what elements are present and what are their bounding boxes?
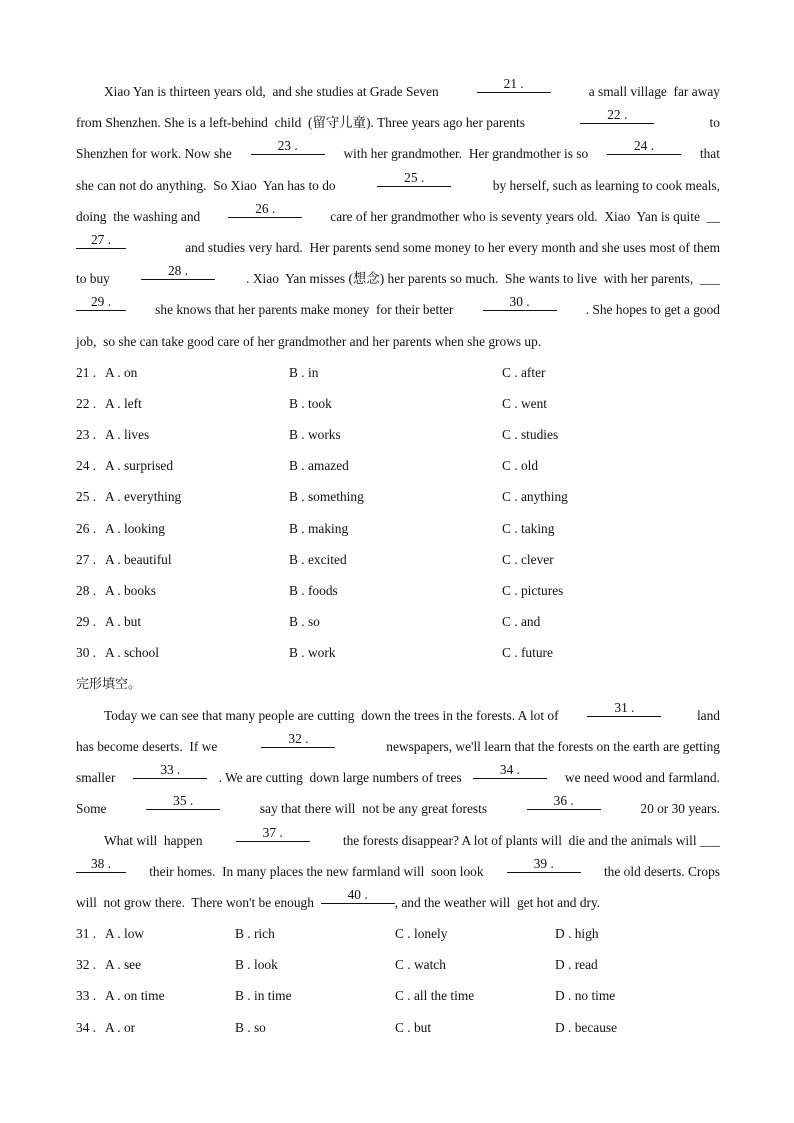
passage-text: , and the weather will get hot and dry. xyxy=(394,894,601,910)
answer-blank[interactable]: 30 . xyxy=(483,294,557,311)
answer-blank[interactable]: 39 . xyxy=(507,856,581,873)
answer-blank[interactable]: 29 . xyxy=(76,294,126,311)
question-number: 25 . xyxy=(76,489,97,505)
option-b[interactable]: B . something xyxy=(289,489,364,505)
option-b[interactable]: B . works xyxy=(289,427,341,443)
answer-blank[interactable]: 25 . xyxy=(377,170,451,187)
passage-text: to buy xyxy=(76,271,117,287)
option-c[interactable]: C . all the time xyxy=(395,988,475,1004)
passage-text: What will happen xyxy=(104,832,210,848)
passage-text: Xiao Yan is thirteen years old, and she studies at Grade Seven xyxy=(104,84,446,99)
option-a[interactable]: A . low xyxy=(105,926,145,942)
option-b[interactable]: B . took xyxy=(289,395,332,411)
option-c[interactable]: C . watch xyxy=(395,957,446,973)
passage-line xyxy=(76,825,720,856)
passage-text: job, so she can take good care of her grandmother and her parents when she grows up. xyxy=(76,333,542,349)
passage-text: has become deserts. If we xyxy=(76,738,218,754)
option-b[interactable]: B . work xyxy=(289,645,336,661)
option-b[interactable]: B . making xyxy=(289,520,349,536)
passage-line xyxy=(76,762,720,793)
answer-blank[interactable]: 37 . xyxy=(236,825,310,842)
question-number: 26 . xyxy=(76,520,97,536)
passage-text: smaller xyxy=(76,770,123,786)
passage-text: that xyxy=(693,146,720,162)
option-c[interactable]: C . lonely xyxy=(395,926,448,942)
question-number: 34 . xyxy=(76,1019,97,1035)
passage-text: the old deserts. Crops xyxy=(597,863,720,879)
passage-text: Some xyxy=(76,801,114,817)
answer-blank[interactable]: 23 . xyxy=(251,138,325,155)
option-b[interactable]: B . so xyxy=(289,614,320,630)
option-b[interactable]: B . amazed xyxy=(289,458,349,474)
option-c[interactable]: C . went xyxy=(502,395,548,411)
answer-blank[interactable]: 24 . xyxy=(607,138,681,155)
option-a[interactable]: A . or xyxy=(105,1019,136,1035)
question-number: 21 . xyxy=(76,364,97,380)
passage-line xyxy=(76,856,720,887)
question-row xyxy=(76,357,720,388)
option-b[interactable]: B . in xyxy=(289,364,319,380)
answer-blank[interactable]: 33 . xyxy=(133,762,207,779)
option-d[interactable]: D . high xyxy=(555,926,599,942)
passage-text: . We are cutting down large numbers of trees xyxy=(218,770,462,786)
option-c[interactable]: C . old xyxy=(502,458,539,474)
option-d[interactable]: D . no time xyxy=(555,988,616,1004)
option-c[interactable]: C . clever xyxy=(502,551,554,567)
option-c[interactable]: C . taking xyxy=(502,520,555,536)
option-d[interactable]: D . because xyxy=(555,1019,618,1035)
option-a[interactable]: A . school xyxy=(105,645,159,661)
option-b[interactable]: B . so xyxy=(235,1019,266,1035)
passage-text: their homes. In many places the new farmland will soon look xyxy=(142,863,491,879)
passage-line xyxy=(76,326,720,357)
question-row xyxy=(76,388,720,419)
passage-line xyxy=(76,138,720,169)
answer-blank[interactable]: 27 . xyxy=(76,232,126,249)
option-a[interactable]: A . on xyxy=(105,364,138,380)
option-a[interactable]: A . surprised xyxy=(105,458,174,474)
option-c[interactable]: C . anything xyxy=(502,489,568,505)
answer-blank[interactable]: 21 . xyxy=(477,76,551,93)
question-row xyxy=(76,918,720,949)
option-b[interactable]: B . rich xyxy=(235,926,275,942)
option-a[interactable]: A . but xyxy=(105,614,142,630)
question-row xyxy=(76,481,720,512)
passage-text: with her grandmother. Her grandmother is so xyxy=(336,146,595,162)
question-row xyxy=(76,980,720,1011)
passage-text: by herself, such as learning to cook meals, xyxy=(486,177,720,193)
question-number: 29 . xyxy=(76,614,97,630)
question-number: 27 . xyxy=(76,551,97,567)
passage-line xyxy=(76,232,720,263)
passage-text: she can not do anything. So Xiao Yan has to do xyxy=(76,177,343,193)
option-a[interactable]: A . on time xyxy=(105,988,165,1004)
question-row xyxy=(76,575,720,606)
passage-2 xyxy=(76,700,720,918)
passage-2-questions xyxy=(76,918,720,1043)
passage-text: we need wood and farmland. xyxy=(558,770,720,786)
worksheet-page xyxy=(76,76,720,1043)
option-a[interactable]: A . books xyxy=(105,583,156,598)
question-number: 33 . xyxy=(76,988,97,1004)
option-c[interactable]: C . studies xyxy=(502,427,559,443)
passage-line xyxy=(76,700,720,731)
question-number: 30 . xyxy=(76,645,97,661)
option-a[interactable]: A . everything xyxy=(105,489,182,505)
answer-blank[interactable]: 28 . xyxy=(141,263,215,280)
passage-line xyxy=(76,887,720,918)
question-row xyxy=(76,949,720,980)
answer-blank[interactable]: 31 . xyxy=(587,700,661,717)
option-a[interactable]: A . see xyxy=(105,957,142,973)
passage-text: the forests disappear? A lot of plants will die and the animals will ___ xyxy=(336,832,720,848)
answer-blank[interactable]: 40 . xyxy=(321,887,395,904)
question-number: 31 . xyxy=(76,926,97,942)
question-number: 28 . xyxy=(76,583,97,598)
passage-line xyxy=(76,201,720,232)
passage-1-questions xyxy=(76,357,720,669)
passage-line xyxy=(76,793,720,824)
passage-text: land xyxy=(690,707,720,723)
passage-text: newspapers, we'll learn that the forests on the earth are getting xyxy=(379,738,720,754)
passage-line xyxy=(76,76,720,107)
answer-blank[interactable]: 32 . xyxy=(261,731,335,748)
passage-text: to xyxy=(702,115,720,131)
question-row xyxy=(76,450,720,481)
passage-text: . She hopes to get a good xyxy=(579,302,720,318)
passage-line xyxy=(76,107,720,138)
passage-text: Shenzhen for work. Now she xyxy=(76,146,239,162)
question-number: 22 . xyxy=(76,395,97,411)
option-a[interactable]: A . left xyxy=(105,395,142,411)
option-b[interactable]: B . look xyxy=(235,957,278,973)
passage-text: . Xiao Yan misses (想念) her parents so much. She wants to live with her parents, ___ xyxy=(239,271,720,287)
passage-line xyxy=(76,170,720,201)
passage-text: care of her grandmother who is seventy years old. Xiao Yan is quite __ xyxy=(323,208,720,224)
passage-text: doing the washing and xyxy=(76,208,207,224)
option-c[interactable]: C . future xyxy=(502,645,553,661)
passage-line xyxy=(76,263,720,294)
option-a[interactable]: A . looking xyxy=(105,520,165,536)
answer-blank[interactable]: 26 . xyxy=(228,201,302,218)
question-row xyxy=(76,606,720,637)
answer-blank[interactable]: 36 . xyxy=(527,793,601,810)
passage-line xyxy=(76,294,720,325)
question-number: 23 . xyxy=(76,427,97,443)
option-a[interactable]: A . lives xyxy=(105,427,150,443)
question-number: 24 . xyxy=(76,458,97,474)
option-b[interactable]: B . excited xyxy=(289,551,347,567)
answer-blank[interactable]: 38 . xyxy=(76,856,126,873)
passage-line xyxy=(76,731,720,762)
option-c[interactable]: C . pictures xyxy=(502,583,564,598)
passage-text: a small village far away xyxy=(582,84,720,99)
option-d[interactable]: D . read xyxy=(555,957,598,973)
option-c[interactable]: C . after xyxy=(502,364,546,380)
question-row xyxy=(76,513,720,544)
section-heading: 完形填空。 xyxy=(76,676,142,692)
passage-text: 20 or 30 years. xyxy=(633,801,720,817)
question-row xyxy=(76,637,720,668)
option-a[interactable]: A . beautiful xyxy=(105,551,172,567)
answer-blank[interactable]: 35 . xyxy=(146,793,220,810)
passage-text: and studies very hard. Her parents send some money to her every month and she uses most of them xyxy=(178,239,720,255)
question-row xyxy=(76,1012,720,1043)
option-b[interactable]: B . foods xyxy=(289,583,338,598)
question-row xyxy=(76,544,720,575)
passage-1 xyxy=(76,76,720,357)
answer-blank[interactable]: 34 . xyxy=(473,762,547,779)
option-b[interactable]: B . in time xyxy=(235,988,292,1004)
option-c[interactable]: C . but xyxy=(395,1019,432,1035)
passage-text: she knows that her parents make money for their better xyxy=(148,302,461,318)
option-c[interactable]: C . and xyxy=(502,614,541,630)
answer-blank[interactable]: 22 . xyxy=(580,107,654,124)
question-row xyxy=(76,419,720,450)
passage-text: from Shenzhen. She is a left-behind child (留守儿童). Three years ago her parents xyxy=(76,115,532,131)
passage-text: say that there will not be any great forests xyxy=(253,801,494,817)
question-number: 32 . xyxy=(76,957,97,973)
passage-text: will not grow there. There won't be enough xyxy=(76,894,321,910)
passage-text: Today we can see that many people are cutting down the trees in the forests. A lot of xyxy=(104,707,559,723)
